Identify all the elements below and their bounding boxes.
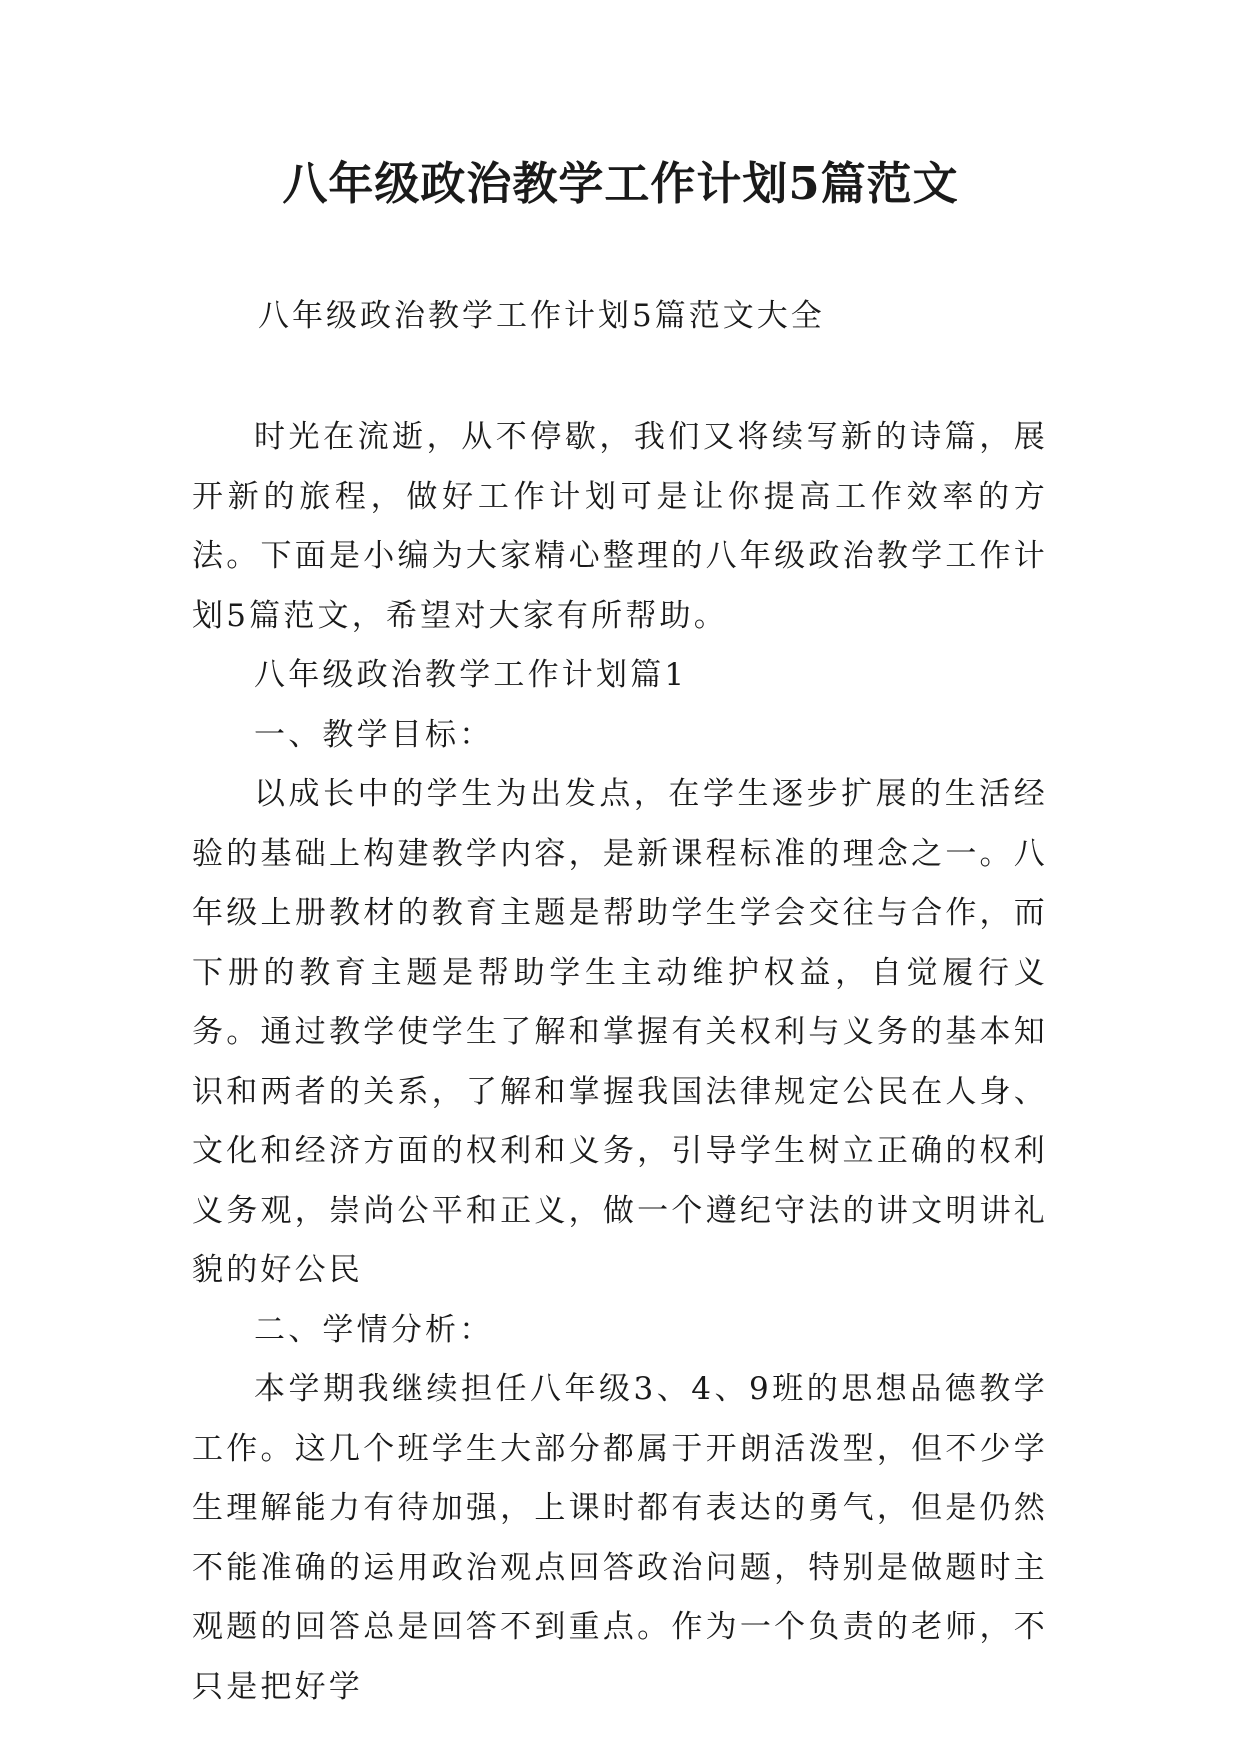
document-title: 八年级政治教学工作计划5篇范文 — [282, 157, 959, 210]
subsection-heading: 二、学情分析： — [254, 1311, 494, 1348]
document-body — [192, 408, 1048, 1717]
subsection-heading: 一、教学目标： — [254, 716, 494, 753]
body-paragraph: 以成长中的学生为出发点，在学生逐步扩展的生活经验的基础上构建教学内容，是新课程标准的理念之一。八年级上册教材的教育主题是帮助学生学会交往与合作，而下册的教育主题是帮助学生主动维护权益，自觉履行义务。通过教学使学生了解和掌握有关权利与义务的基本知识和两者的关系，了解和掌握我国法律规定公民在人身、文化和经济方面的权利和义务，引导学生树立正确的权利义务观，崇尚公平和正义，做一个遵纪守法的讲文明讲礼貌的好公民 — [192, 776, 1048, 1288]
body-paragraph: 本学期我继续担任八年级3、4、9班的思想品德教学工作。这几个班学生大部分都属于开朗活泼型，但不少学生理解能力有待加强，上课时都有表达的勇气，但是仍然不能准确的运用政治观点回答政治问题，特别是做题时主观题的回答总是回答不到重点。作为一个负责的老师，不只是把好学 — [192, 1371, 1048, 1705]
section-heading: 八年级政治教学工作计划篇1 — [254, 657, 688, 693]
intro-paragraph: 时光在流逝，从不停歇，我们又将续写新的诗篇，展开新的旅程，做好工作计划可是让你提高工作效率的方法。下面是小编为大家精心整理的八年级政治教学工作计划5篇范文，希望对大家有所帮助。 — [192, 419, 1048, 634]
document-subtitle: 八年级政治教学工作计划5篇范文大全 — [258, 298, 825, 334]
